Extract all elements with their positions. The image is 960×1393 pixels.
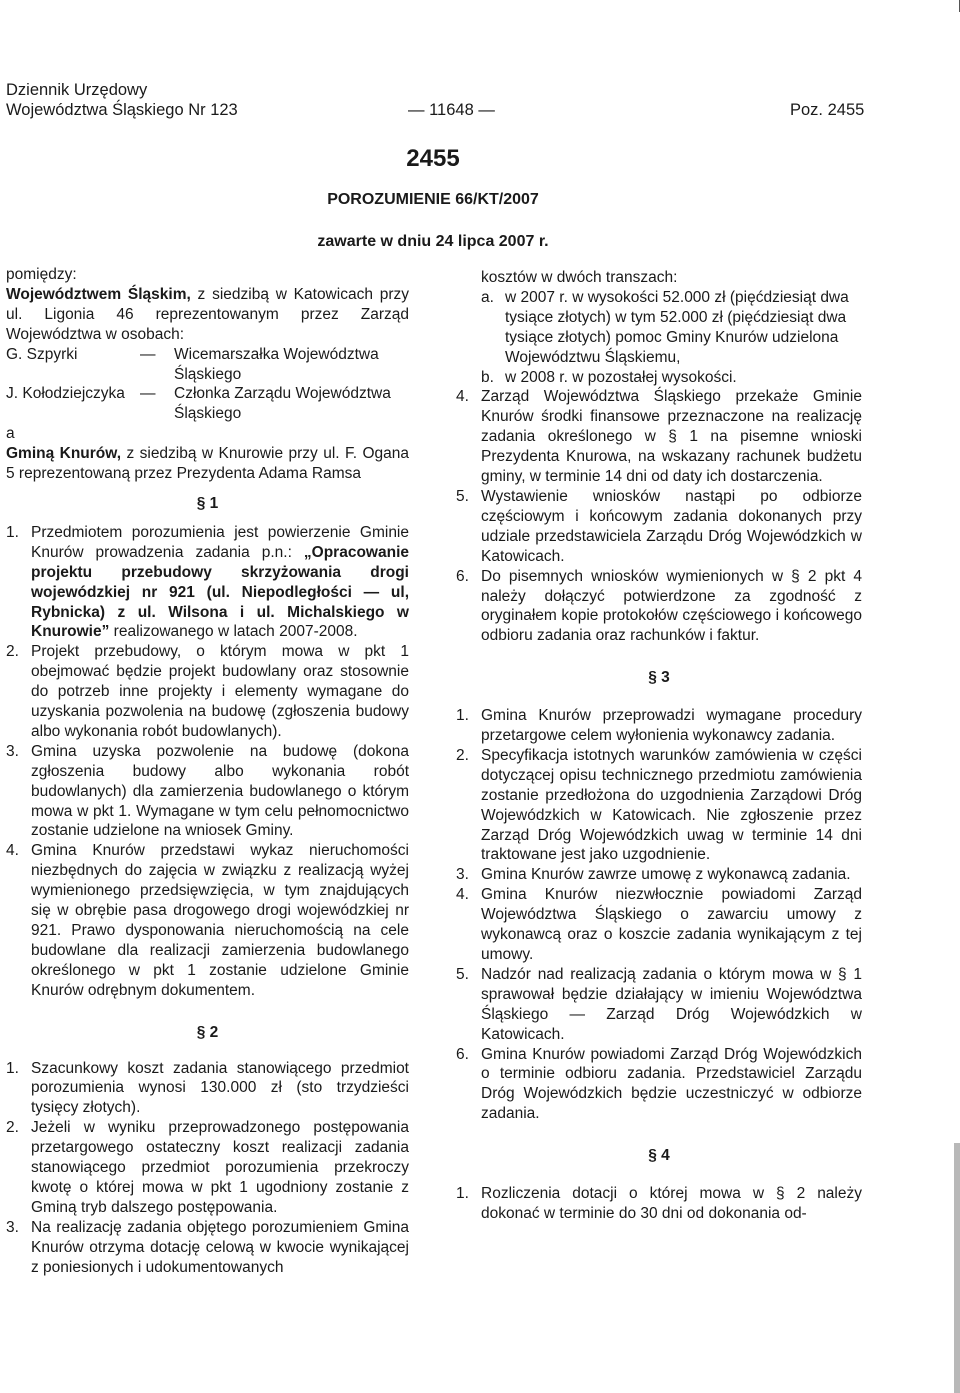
section-4-item: 1. Rozliczenia dotacji o której mowa w § 2 należy dokonać w terminie do 30 dni od dokonania od- bbox=[456, 1185, 862, 1222]
section-2-item: 1. Szacunkowy koszt zadania stanowiącego przedmiot porozumienia wynosi 130.000 zł (sto trzydzieści tysięcy złotych). bbox=[6, 1059, 409, 1117]
right-column bbox=[456, 268, 862, 1224]
journal-issue: Województwa Śląskiego Nr 123 bbox=[6, 101, 238, 119]
section-3-heading: § 3 bbox=[648, 669, 670, 687]
tranches-list bbox=[456, 288, 862, 388]
page-number: — 11648 — bbox=[408, 101, 495, 119]
section-2-item: 3. Na realizację zadania objętego porozumieniem Gmina Knurów otrzyma dotację celową w kwocie wynikającej z poniesionych i udokumentowanych bbox=[6, 1218, 409, 1276]
section-4-heading: § 4 bbox=[648, 1147, 670, 1165]
section-1-item: 3. Gmina uzyska pozwolenie na budowę (dokona zgłoszenia budowy albo wykonania robót budowlanych) dla zamierzenia budowlanego o którym mowa w pkt 1. Wymagane w tym celu pełnomocnictwo zostanie udzielone na wniosek Gminy. bbox=[6, 742, 409, 840]
section-3-item: 3. Gmina Knurów zawrze umowę z wykonawcą zadania. bbox=[456, 866, 851, 884]
section-2-continuation: kosztów w dwóch transzach: bbox=[481, 269, 678, 286]
and-label: a bbox=[6, 425, 15, 443]
section-1-heading: § 1 bbox=[196, 494, 219, 512]
page-edge-shadow bbox=[954, 1143, 960, 1393]
position-reference: Poz. 2455 bbox=[790, 101, 865, 119]
document-date: zawarte w dniu 24 lipca 2007 r. bbox=[317, 233, 549, 250]
section-3-item: 1. Gmina Knurów przeprowadzi wymagane procedury przetargowe celem wyłonienia wykonawcy zadania. bbox=[456, 707, 862, 745]
section-2-item: 2. Jeżeli w wyniku przeprowadzonego postępowania przetargowego ostateczny koszt realizacji zadania stanowiącego przedmiot porozumienia przekroczy kwotę o której mowa w pkt 1 ugodniony zostanie z Gminą tryb dalszego postępowania. bbox=[6, 1119, 409, 1216]
party-2: Gminą Knurów, z siedzibą w Knurowie przy ul. F. Ogana 5 reprezentowaną przez Prezydenta Adama Ramsa bbox=[6, 445, 409, 483]
section-2-item: 4. Zarząd Województwa Śląskiego przekaże Gminie Knurów środki finansowe przeznaczone na realizację zadania określonego w § 1 na pisemne wnioski Prezydenta Knurowa, na wskazany rachunek budżetu gminy, w terminie 14 dni od daty ich dostarczenia. bbox=[456, 388, 862, 486]
document-number: 2455 bbox=[406, 145, 460, 172]
tranche-item: b. w 2008 r. w pozostałej wysokości. bbox=[481, 368, 737, 386]
section-1-item: 4. Gmina Knurów przedstawi wykaz nieruchomości niezbędnych do zajęcia w związku z realizacją wyżej wymienionego przedsięwzięcia, w tym znajdujących się w obrębie pasa drogowego drogi wojewódzkiej nr 921. Prawo dysponowania nieruchomością na cele budowlane dla realizacji zamierzenia budowlanego określonego w pkt 1 zostanie udzielone Gminie Knurów odrębnym dokumentem. bbox=[6, 842, 409, 999]
representative-2: J. Kołodziejczyka — Członka Zarządu Województwa Śląskiego bbox=[6, 385, 391, 423]
between-label: pomiędzy: bbox=[6, 266, 77, 283]
section-3-item: 2. Specyfikacja istotnych warunków zamówienia w części dotyczącej opisu technicznego przedmiotu zamówienia zostanie przedłożona do uzgodnienia Zarządowi Dróg Wojewódzkich w Katowicach. Nie zgłoszenie przez Zarząd Dróg Wojewódzkich uwag w terminie 14 dni traktowane jest jako uzgodnienie. bbox=[456, 746, 862, 864]
document-title: POROZUMIENIE 66/KT/2007 bbox=[327, 191, 539, 208]
section-1-item: 1. Przedmiotem porozumienia jest powierzenie Gminie Knurów prowadzenia zadania p.n.: „Opracowanie projektu przebudowy skrzyżowania drogi wojewódzkiej nr 921 (ul. Niepodległości — ul, Rybnicka) z ul. Wilsona i ul. Michalskiego w Knurowie” realizowanego w latach 2007-2008. bbox=[6, 523, 409, 641]
section-2-item: 5. Wystawienie wniosków nastąpi po odbiorze częściowym i końcowym zadania dokonanych przy udziale przedstawiciela Zarządu Dróg Wojewódzkich w Katowicach. bbox=[456, 487, 862, 565]
section-1-item: 2. Projekt przebudowy, o którym mowa w pkt 1 obejmować będzie projekt budowlany oraz stosownie do potrzeb inne projekty i elementy wymagane do uzyskania pozwolenia na budowę (zgłoszenia budowy albo wykonania robót budowlanych). bbox=[6, 643, 409, 740]
section-3-item: 5. Nadzór nad realizacją zadania o którym mowa w § 1 sprawował będzie działający w imieniu Województwa Śląskiego — Zarząd Dróg Wojewódzkich w Katowicach. bbox=[456, 965, 862, 1043]
tranche-item: a. w 2007 r. w wysokości 52.000 zł (pięćdziesiąt dwa tysiące złotych) w tym 52.000 zł (pięćdziesiąt dwa tysiące złotych) pomoc Gminy Knurów udzielona Województwu Śląskiemu, bbox=[481, 288, 849, 366]
section-3-item: 4. Gmina Knurów niezwłocznie powiadomi Zarząd Województwa Śląskiego o zawarciu umowy z wykonawcą oraz o koszcie zadania wynikającym z tej umowy. bbox=[456, 886, 862, 963]
journal-name: Dziennik Urzędowy bbox=[6, 81, 148, 99]
section-2-heading: § 2 bbox=[196, 1023, 219, 1041]
left-column bbox=[6, 265, 409, 1278]
representative-1: G. Szpyrki — Wicemarszałka Województwa Śląskiego bbox=[6, 345, 379, 383]
party-1: Województwem Śląskim, z siedzibą w Katowicach przy ul. Ligonia 46 reprezentowanym przez Zarząd Województwa w osobach: bbox=[6, 285, 409, 343]
section-2-item: 6. Do pisemnych wniosków wymienionych w § 2 pkt 4 należy dołączyć potwierdzone za zgodność z oryginałem kopie protokołów częściowego i końcowego odbioru zadania oraz rachunków i faktur. bbox=[456, 567, 862, 645]
section-3-item: 6. Gmina Knurów powiadomi Zarząd Dróg Wojewódzkich o terminie odbioru zadania. Przedstawiciel Zarządu Dróg Wojewódzkich będzie uczestniczyć w odbiorze zadania. bbox=[456, 1045, 862, 1123]
